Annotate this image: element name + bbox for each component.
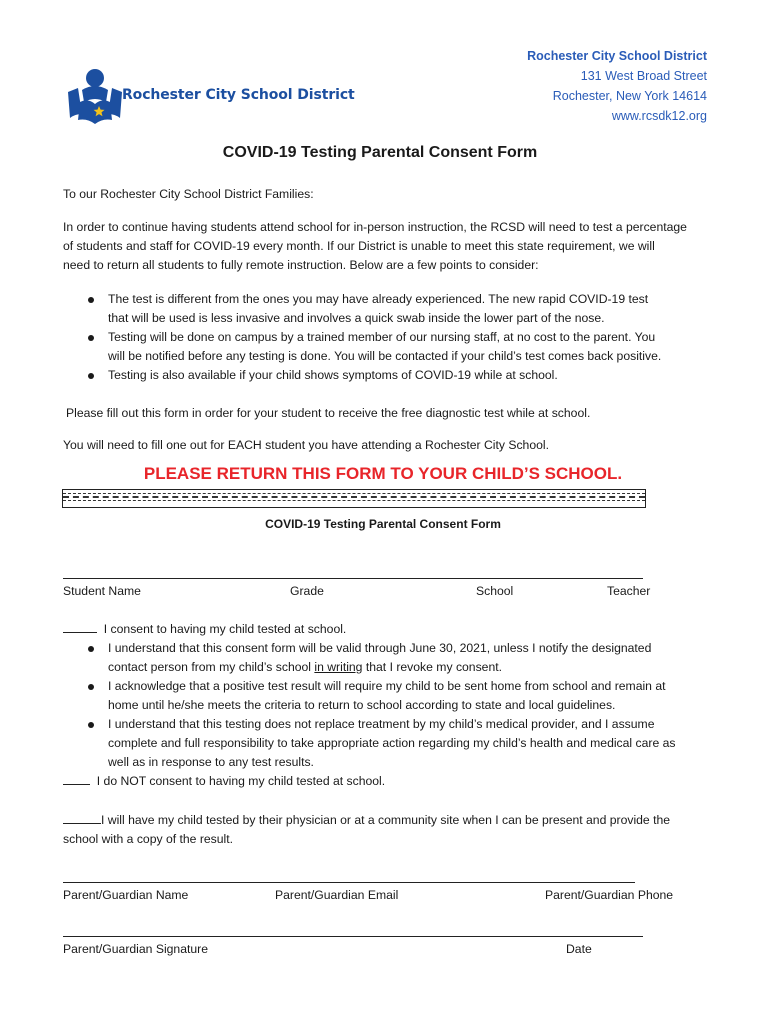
physician-option-line-2: school with a copy of the result. [63, 832, 234, 846]
student-info-line[interactable] [63, 578, 643, 579]
bullet-icon [88, 646, 94, 652]
address-street: 131 West Broad Street [580, 69, 707, 83]
fill-out-note: Please fill out this form in order for your student to receive the free diagnostic test while at school. [66, 406, 591, 420]
consent-point-1-text: contact person from my child’s school [108, 660, 315, 674]
signature-label: Parent/Guardian Signature [63, 942, 208, 956]
bullet-icon [88, 297, 94, 303]
point-2-line-2: will be notified before any testing is done. You will be contacted if your child’s test comes back positive. [108, 349, 662, 363]
consent-point-1-text-end: that I revoke my consent. [362, 660, 503, 674]
consent-point-3-line-2: complete and full responsibility to take appropriate action regarding my child’s health and medical care as [108, 736, 676, 750]
no-consent-option-label: I do NOT consent to having my child tested at school. [96, 774, 386, 788]
parent-email-label: Parent/Guardian Email [275, 888, 399, 902]
date-label: Date [566, 942, 592, 956]
intro-line-2: of students and staff for COVID-19 every month. If our District is unable to meet this state requirement, we will [63, 239, 655, 253]
address-website[interactable]: www.rcsdk12.org [611, 109, 707, 123]
consent-option [63, 620, 346, 639]
no-consent-option [63, 772, 385, 791]
grade-label: Grade [290, 584, 324, 598]
physician-option [63, 811, 670, 830]
bullet-icon [88, 335, 94, 341]
consent-option-label: I consent to having my child tested at school. [103, 622, 347, 636]
bullet-icon [88, 373, 94, 379]
point-3-line-1: Testing is also available if your child shows symptoms of COVID-19 while at school. [108, 368, 558, 382]
greeting: To our Rochester City School District Families: [63, 187, 314, 201]
return-notice: PLEASE RETURN THIS FORM TO YOUR CHILD’S SCHOOL. [143, 464, 623, 483]
school-label: School [476, 584, 514, 598]
point-1-line-2: that will be used is less invasive and involves a quick swab inside the lower part of the nose. [108, 311, 605, 325]
page-title: COVID-19 Testing Parental Consent Form [222, 144, 538, 161]
parent-info-line[interactable] [63, 882, 635, 883]
parent-phone-label: Parent/Guardian Phone [545, 888, 674, 902]
physician-option-label: I will have my child tested by their physician or at a community site when I can be present and provide the [101, 813, 671, 827]
point-1-line-1: The test is different from the ones you may have already experienced. The new rapid COVID-19 test [108, 292, 649, 306]
each-student-note: You will need to fill one out for EACH student you have attending a Rochester City School. [63, 438, 549, 452]
parent-name-label: Parent/Guardian Name [63, 888, 189, 902]
address-city: Rochester, New York 14614 [552, 89, 707, 103]
consent-point-2-line-1: I acknowledge that a positive test result will require my child to be sent home from school and remain at [108, 679, 666, 693]
bullet-icon [88, 684, 94, 690]
intro-line-1: In order to continue having students attend school for in-person instruction, the RCSD will need to test a percentage [63, 220, 687, 234]
bullet-icon [88, 722, 94, 728]
form-title: COVID-19 Testing Parental Consent Form [265, 517, 501, 531]
reader-logo-icon [66, 68, 124, 126]
physician-option-blank[interactable] [63, 812, 101, 824]
intro-line-3: need to return all students to fully remote instruction. Below are a few points to consider: [63, 258, 539, 272]
consent-point-3-line-1: I understand that this testing does not replace treatment by my child’s medical provider, and I assume [108, 717, 655, 731]
consent-point-3-line-3: well as in response to any test results. [108, 755, 314, 769]
signature-line[interactable] [63, 936, 643, 937]
consent-blank[interactable] [63, 621, 97, 633]
consent-point-1-line-1: I understand that this consent form will be valid through June 30, 2021, unless I notify the designated [108, 641, 652, 655]
in-writing-emphasis: in writing [314, 660, 363, 674]
consent-point-2-line-2: home until he/she meets the criteria to return to school according to state and local guidelines. [108, 698, 616, 712]
cut-line-divider [62, 489, 646, 508]
consent-point-1-line-2 [108, 658, 502, 677]
logo-wordmark: Rochester City School District [122, 87, 355, 103]
address-district-name: Rochester City School District [527, 49, 707, 63]
no-consent-blank[interactable] [63, 773, 90, 785]
point-2-line-1: Testing will be done on campus by a trained member of our nursing staff, at no cost to the parent. You [108, 330, 656, 344]
teacher-label: Teacher [607, 584, 651, 598]
student-name-label: Student Name [63, 584, 141, 598]
